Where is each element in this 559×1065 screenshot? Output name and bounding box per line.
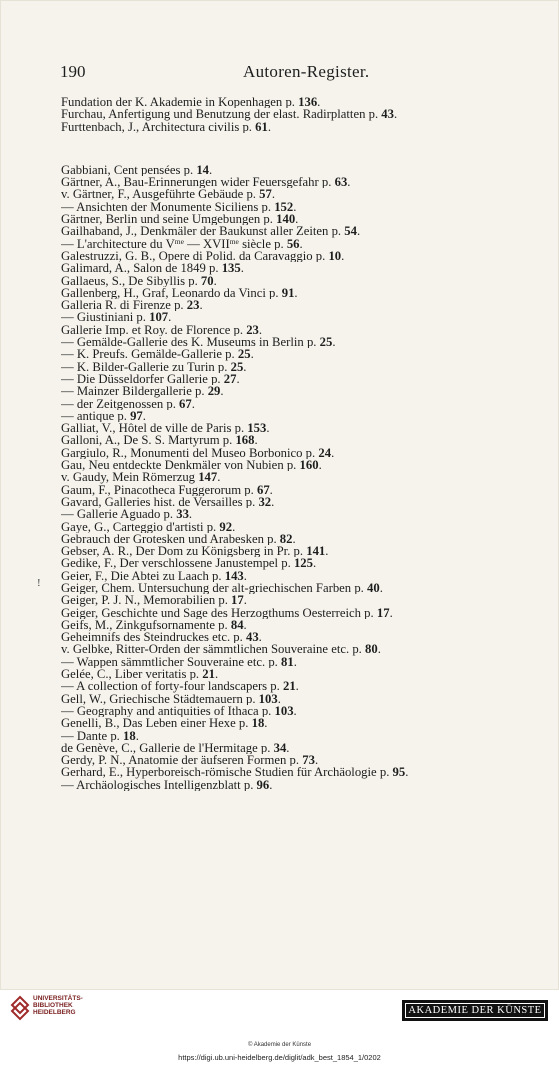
entry-text: Gelée, C., Liber veritatis p. <box>61 668 203 681</box>
entry-text: . <box>312 557 317 570</box>
register-entry <box>61 262 531 274</box>
entry-text: — L'architecture du V <box>61 237 175 250</box>
entry-text: Gabbiani, Cent pensées p. <box>61 163 197 177</box>
entry-page-reference: 14 <box>196 163 209 177</box>
entry-text: Gavard, Galleries hist. de Versailles p. <box>61 495 259 509</box>
entry-page-reference: 40 <box>367 581 380 595</box>
entry-text: — Mainzer Bildergallerie p. <box>61 385 208 398</box>
register-entry <box>61 434 531 446</box>
entry-text: Gau, Neu entdeckte Denkmäler von Nubien p. <box>61 459 300 472</box>
entry-text: . <box>317 96 321 109</box>
entry-text: . <box>377 643 381 656</box>
entry-text: . <box>295 680 299 693</box>
entry-page-reference: 23 <box>246 323 259 337</box>
entry-text: v. Gaudy, Mein Römerzug <box>61 471 199 484</box>
entry-text: Gebrauch der Grotesken und Arabesken p. <box>61 532 280 546</box>
entry-text: . <box>269 483 273 496</box>
register-entry <box>61 287 531 299</box>
entry-text: Gallaeus, S., De Sibyllis p. <box>61 274 201 287</box>
register-entry <box>61 422 531 434</box>
library-logo-text: UNIVERSITÄTS- BIBLIOTHEK HEIDELBERG <box>33 995 83 1017</box>
entry-page-reference: 57 <box>259 188 272 201</box>
entry-text: Gedike, F., Der verschlossene Janustempel p. <box>61 557 294 570</box>
entry-text: . <box>217 471 221 484</box>
entry-page-reference: 80 <box>365 643 378 656</box>
entry-text: . <box>389 606 393 619</box>
entry-text: Gallenberg, H., Graf, Leonardo da Vinci p. <box>61 286 282 300</box>
register-entry <box>61 668 531 680</box>
register-entry <box>61 656 531 668</box>
entry-text: . <box>191 397 195 410</box>
register-entry <box>61 680 531 692</box>
register-entry <box>61 545 531 557</box>
register-entry <box>61 275 531 287</box>
viewer-footer <box>0 990 559 1065</box>
entry-text: v. Gelbke, Ritter-Orden der sämmtlichen Souveraine etc. p. <box>61 643 366 656</box>
entry-text: . <box>271 495 275 509</box>
entry-page-reference: 32 <box>258 495 272 509</box>
register-entry <box>61 447 531 459</box>
entry-text: Gärtner, A., Bau-Erinnerungen wider Feuersgefahr p. <box>61 176 335 189</box>
entry-text: . <box>142 409 146 423</box>
section-spacer <box>61 133 531 164</box>
entry-page-reference: 140 <box>276 213 296 226</box>
register-entry <box>61 484 531 496</box>
entry-text: . <box>188 508 193 521</box>
entry-page-reference: 61 <box>255 120 268 133</box>
register-entry <box>61 398 531 410</box>
entry-text: Gebser, A. R., Der Dom zu Königsberg in Pr. p. <box>61 545 307 558</box>
entry-text: Geiger, Geschichte und Sage des Herzogthums Oesterreich p. <box>61 606 377 619</box>
register-entry <box>61 557 531 569</box>
entry-text: . <box>243 594 247 607</box>
entry-text: Furttenbach, J., Architectura civilis p. <box>61 120 256 133</box>
register-entry <box>61 619 531 631</box>
register-entry <box>61 213 531 225</box>
entry-text: . <box>332 336 336 349</box>
register-entry <box>61 250 531 262</box>
entry-text: . <box>325 545 329 558</box>
register-entry <box>61 336 531 348</box>
entry-text: . <box>243 569 247 582</box>
register-entry <box>61 521 531 533</box>
entry-text: . <box>240 262 244 275</box>
entry-text: Galliat, V., Hôtel de ville de Paris p. <box>61 422 248 435</box>
entry-page-reference: 96 <box>256 778 270 792</box>
entry-text: . <box>213 274 217 287</box>
entry-page-reference: 160 <box>299 459 319 472</box>
entry-text: . <box>292 532 296 546</box>
entry-text: — Gallerie Aguado p. <box>61 508 177 521</box>
entry-text: . <box>405 766 409 779</box>
register-entry <box>61 582 531 594</box>
register-entry <box>61 176 531 188</box>
entry-text: . <box>264 717 268 730</box>
register-entry <box>61 594 531 606</box>
entry-text: . <box>243 360 247 373</box>
entry-page-reference: 18 <box>251 717 265 730</box>
entry-text: Gaye, G., Carteggio d'artisti p. <box>61 520 220 533</box>
register-entry <box>61 108 531 120</box>
register-entry <box>61 96 531 108</box>
entry-text: . <box>318 459 322 472</box>
entry-page-reference: 27 <box>223 372 237 386</box>
register-entry <box>61 533 531 545</box>
university-library-logo[interactable] <box>10 995 100 1027</box>
entry-text: Geheimnifs des Steindruckes etc. p. <box>61 631 246 644</box>
register-entry <box>61 121 531 133</box>
entry-text: Geiger, P. J. N., Memorabilien p. <box>61 594 232 607</box>
entry-text: Fundation der K. Akademie in Kopenhagen p. <box>61 96 299 109</box>
entry-text: . <box>299 237 303 250</box>
entry-page-reference: 33 <box>176 508 189 521</box>
entry-text: . <box>331 446 335 460</box>
entry-text: — A collection of forty-four landscapers p. <box>61 680 283 693</box>
entry-text: . <box>199 299 203 312</box>
register-entry <box>61 754 531 766</box>
entry-text: siècle p. <box>238 237 287 250</box>
entry-text: Gargiulo, R., Monumenti del Museo Borbonico p. <box>61 446 319 460</box>
register-entry <box>61 201 531 213</box>
entry-page-reference: 29 <box>207 385 221 398</box>
entry-text: Galloni, A., De S. S. Martyrum p. <box>61 434 236 447</box>
register-entry <box>61 373 531 385</box>
entry-text: . <box>254 434 258 447</box>
entry-page-reference: 67 <box>256 483 270 496</box>
register-entry <box>61 766 531 778</box>
entry-text: — Ansichten der Monumente Siciliens p. <box>61 200 275 214</box>
entry-superscript: me <box>229 237 239 246</box>
entry-text: Galestruzzi, G. B., Opere di Polid. da Caravaggio p. <box>61 249 329 263</box>
register-entry <box>61 631 531 643</box>
entry-text: . <box>293 200 297 214</box>
entry-page-reference: 34 <box>273 741 287 755</box>
entry-page-reference: 23 <box>186 299 200 312</box>
entry-page-reference: 56 <box>286 237 300 250</box>
register-entry <box>61 361 531 373</box>
akademie-logo-label: AKADEMIE DER KÜNSTE <box>405 1003 545 1018</box>
entry-text: . <box>347 176 351 189</box>
entry-text: . <box>232 520 236 533</box>
register-entries <box>61 96 531 791</box>
entry-text: . <box>269 778 273 792</box>
entry-text: . <box>214 668 219 681</box>
entry-text: . <box>168 311 172 324</box>
register-entry <box>61 717 531 729</box>
entry-page-reference: 147 <box>198 471 218 484</box>
entry-page-reference: 18 <box>123 729 136 742</box>
entry-page-reference: 25 <box>319 336 333 349</box>
register-entry <box>61 607 531 619</box>
entry-text: . <box>286 741 290 755</box>
library-emblem-icon <box>10 995 30 1023</box>
entry-page-reference: 70 <box>200 274 214 287</box>
entry-page-reference: 84 <box>230 618 244 632</box>
margin-mark: ! <box>37 577 41 589</box>
entry-text: . <box>266 422 270 435</box>
entry-text: . <box>277 692 281 705</box>
entry-text: — Die Düsseldorfer Gallerie p. <box>61 372 224 386</box>
entry-page-reference: 81 <box>281 655 294 669</box>
entry-text: Geifs, M., Zinkgufsornamente p. <box>61 618 231 632</box>
entry-superscript: me <box>174 237 184 246</box>
register-entry <box>61 693 531 705</box>
entry-page-reference: 152 <box>274 200 294 214</box>
entry-page-reference: 103 <box>258 692 278 705</box>
entry-page-reference: 17 <box>231 594 244 607</box>
entry-page-reference: 24 <box>318 446 332 460</box>
page-title: Autoren-Register. <box>243 62 370 81</box>
entry-text: . <box>356 225 361 238</box>
entry-page-reference: 10 <box>328 249 342 263</box>
register-entry <box>61 238 531 250</box>
entry-page-reference: 97 <box>130 409 143 423</box>
entry-text: . <box>379 581 383 595</box>
entry-text: Furchau, Anfertigung und Benutzung der elast. Radirplatten p. <box>61 108 382 121</box>
akademie-logo[interactable] <box>402 1000 548 1021</box>
entry-text: . <box>314 754 319 767</box>
entry-text: . <box>243 618 247 632</box>
register-entry <box>61 742 531 754</box>
entry-text: — Dante p. <box>61 729 124 742</box>
entry-text: . <box>209 163 213 177</box>
entry-text: — K. Bilder-Gallerie zu Turin p. <box>61 360 231 373</box>
register-entry <box>61 385 531 397</box>
entry-page-reference: 21 <box>202 668 215 681</box>
entry-text: Gaum, F., Pinacotheca Fuggerorum p. <box>61 483 257 496</box>
entry-page-reference: 43 <box>381 108 394 121</box>
entry-page-reference: 125 <box>293 557 313 570</box>
register-entry <box>61 459 531 471</box>
entry-text: Gailhaband, J., Denkmäler der Baukunst aller Zeiten p. <box>61 225 345 238</box>
entry-page-reference: 107 <box>149 311 169 324</box>
register-entry <box>61 164 531 176</box>
entry-page-reference: 153 <box>247 422 267 435</box>
entry-text: . <box>135 729 139 742</box>
entry-text: v. Gärtner, F., Ausgeführte Gebäude p. <box>61 188 260 201</box>
register-entry <box>61 496 531 508</box>
entry-text: — K. Preufs. Gemälde-Gallerie p. <box>61 348 238 361</box>
entry-text: . <box>271 188 275 201</box>
entry-text: — Gemälde-Gallerie des K. Museums in Berlin p. <box>61 336 320 349</box>
entry-text: — Wappen sämmtlicher Souveraine etc. p. <box>61 655 282 669</box>
register-entry <box>61 410 531 422</box>
permalink-url[interactable]: https://digi.ub.uni-heidelberg.de/diglit/adk_best_1854_1/0202 <box>178 1053 381 1062</box>
entry-page-reference: 25 <box>230 360 244 373</box>
entry-page-reference: 135 <box>221 262 241 275</box>
entry-text: Gallerie Imp. et Roy. de Florence p. <box>61 323 247 337</box>
entry-text: . <box>295 213 299 226</box>
register-entry <box>61 188 531 200</box>
register-entry <box>61 508 531 520</box>
entry-text: . <box>258 323 263 337</box>
entry-page-reference: 82 <box>279 532 293 546</box>
entry-text: Geier, F., Die Abtei zu Laach p. <box>61 569 225 582</box>
register-entry <box>61 471 531 483</box>
entry-text: — Giustiniani p. <box>61 311 150 324</box>
register-entry <box>61 730 531 742</box>
entry-page-reference: 43 <box>245 631 259 644</box>
entry-text: — Archäologisches Intelligenzblatt p. <box>61 778 257 792</box>
entry-text: . <box>393 108 398 121</box>
entry-page-reference: 67 <box>179 397 192 410</box>
entry-text: — XVII <box>183 237 230 250</box>
entry-page-reference: 141 <box>306 545 326 558</box>
entry-text: . <box>250 348 254 361</box>
entry-text: Gerdy, P. N., Anatomie der äufseren Formen p. <box>61 754 303 767</box>
entry-text: Geiger, Chem. Untersuchung der alt-griechischen Farben p. <box>61 581 368 595</box>
register-entry <box>61 311 531 323</box>
register-entry <box>61 570 531 582</box>
register-entry <box>61 779 531 791</box>
entry-text: Gell, W., Griechische Städtemauern p. <box>61 692 259 705</box>
register-entry <box>61 324 531 336</box>
register-entry <box>61 705 531 717</box>
entry-page-reference: 17 <box>376 606 390 619</box>
copyright-notice: © Akademie der Künste <box>247 1042 312 1048</box>
entry-text: . <box>236 372 240 386</box>
entry-text: Gerhard, E., Hyperboreisch-römische Studien für Archäologie p. <box>61 766 393 779</box>
entry-page-reference: 73 <box>302 754 315 767</box>
entry-page-reference: 54 <box>344 225 357 238</box>
entry-page-reference: 91 <box>281 286 295 300</box>
entry-page-reference: 136 <box>298 96 318 109</box>
entry-text: — antique p. <box>61 409 131 423</box>
entry-text: . <box>293 704 297 718</box>
entry-text: . <box>258 631 262 644</box>
entry-text: Gärtner, Berlin und seine Umgebungen p. <box>61 213 277 226</box>
entry-page-reference: 103 <box>274 704 294 718</box>
entry-page-reference: 168 <box>235 434 255 447</box>
entry-text: . <box>220 385 224 398</box>
entry-text: . <box>341 249 345 263</box>
entry-text: . <box>267 120 271 133</box>
entry-page-reference: 21 <box>282 680 296 693</box>
register-entry <box>61 643 531 655</box>
register-entry <box>61 348 531 360</box>
entry-page-reference: 25 <box>237 348 251 361</box>
entry-page-reference: 143 <box>224 569 244 582</box>
entry-text: . <box>294 286 298 300</box>
entry-text: — Geography and antiquities of Ithaca p. <box>61 704 275 718</box>
entry-text: Genelli, B., Das Leben einer Hexe p. <box>61 717 252 730</box>
entry-page-reference: 92 <box>219 520 233 533</box>
entry-text: Galimard, A., Salon de 1849 p. <box>61 262 222 275</box>
entry-text: de Genève, C., Gallerie de l'Hermitage p. <box>61 741 274 755</box>
entry-page-reference: 95 <box>392 766 406 779</box>
page-header <box>60 62 519 82</box>
page-number: 190 <box>60 62 86 81</box>
entry-page-reference: 63 <box>334 176 348 189</box>
register-entry <box>61 225 531 237</box>
entry-text: Galleria R. di Firenze p. <box>61 299 187 312</box>
entry-text: — der Zeitgenossen p. <box>61 397 180 410</box>
register-entry <box>61 299 531 311</box>
entry-text: . <box>293 655 297 669</box>
